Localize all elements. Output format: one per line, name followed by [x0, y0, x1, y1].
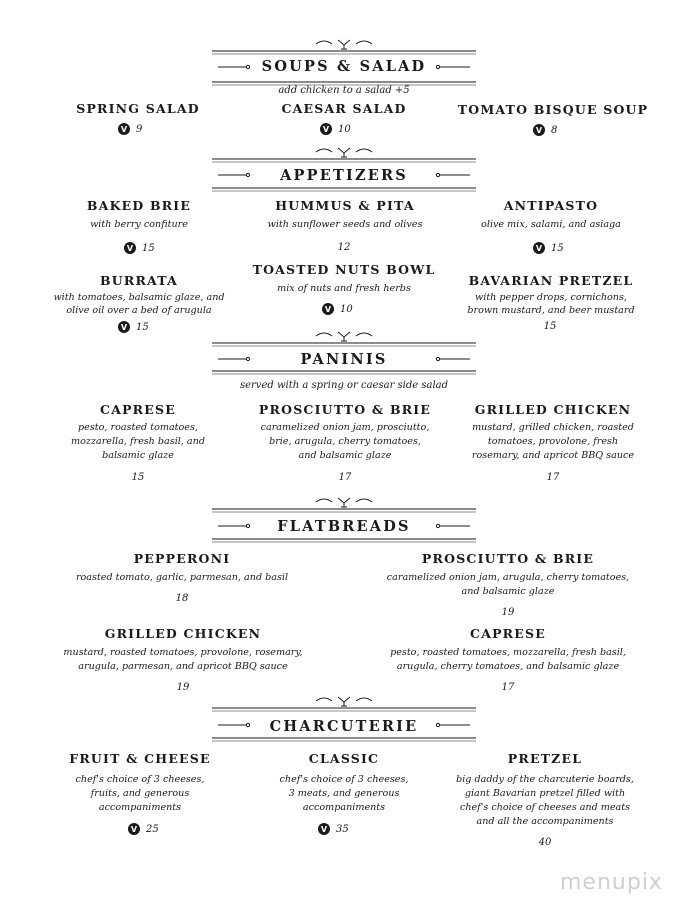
soups-note: add chicken to a salad +5 [278, 85, 410, 96]
vegetarian-icon: V [533, 124, 545, 136]
desc-panini-prosciutto-2: brie, arugula, cherry tomatoes, [269, 436, 421, 447]
desc-fruit-cheese-2: fruits, and generous [90, 788, 190, 799]
price-burrata: V 15 [118, 321, 149, 333]
price-baked-brie: V 15 [124, 242, 155, 254]
desc-bavarian-pretzel-1: with pepper drops, cornichons, [475, 292, 627, 303]
desc-classic-2: 3 meats, and generous [288, 788, 400, 799]
price-panini-chicken: 17 [546, 472, 560, 483]
desc-panini-prosciutto-1: caramelized onion jam, prosciutto, [260, 422, 430, 433]
desc-pretzel-board-3: chef's choice of cheeses and meats [459, 802, 631, 813]
menu-item-flat-prosciutto: PROSCIUTTO & BRIE [421, 551, 595, 566]
desc-burrata-1: with tomatoes, balsamic glaze, and [53, 292, 225, 303]
desc-hummus-pita: with sunflower seeds and olives [267, 219, 423, 230]
menu-item-hummus-pita: HUMMUS & PITA [275, 198, 415, 213]
menu-item-fruit-cheese: FRUIT & CHEESE [69, 751, 211, 766]
desc-classic-3: accompaniments [302, 802, 386, 813]
menu-item-flat-pepperoni: PEPPERONI [133, 551, 231, 566]
vegetarian-icon: V [533, 242, 545, 254]
menu-item-caesar-salad: CAESAR SALAD [281, 101, 407, 116]
price-caesar-salad: V 10 [320, 123, 351, 135]
desc-flat-prosciutto-2: and balsamic glaze [461, 586, 555, 597]
desc-baked-brie: with berry confiture [90, 219, 188, 230]
desc-antipasto: olive mix, salami, and asiaga [481, 219, 621, 230]
desc-classic-1: chef's choice of 3 cheeses, [279, 774, 409, 785]
vegetarian-icon: V [118, 321, 130, 333]
menu-item-burrata: BURRATA [100, 273, 178, 288]
vegetarian-icon: V [128, 823, 140, 835]
price-flat-pepperoni: 18 [175, 593, 189, 604]
price-flat-prosciutto: 19 [501, 607, 515, 618]
menu-item-bavarian-pretzel: BAVARIAN PRETZEL [468, 273, 634, 288]
menu-item-tomato-bisque: TOMATO BISQUE SOUP [457, 102, 649, 117]
menu-item-toasted-nuts: TOASTED NUTS BOWL [252, 262, 436, 277]
desc-panini-caprese-2: mozzarella, fresh basil, and [71, 436, 205, 447]
desc-panini-chicken-2: tomatoes, provolone, fresh [487, 436, 619, 447]
menu-item-panini-prosciutto: PROSCIUTTO & BRIE [258, 402, 432, 417]
menu-item-classic: CLASSIC [308, 751, 380, 766]
price-toasted-nuts: V 10 [322, 303, 353, 315]
desc-pretzel-board-4: and all the accompaniments [476, 816, 614, 827]
menu-item-antipasto: ANTIPASTO [503, 198, 599, 213]
price-hummus-pita: 12 [337, 242, 351, 253]
section-title-charcuterie: CHARCUTERIE [269, 718, 419, 735]
price-panini-prosciutto: 17 [338, 472, 352, 483]
section-title-flatbreads: FLATBREADS [277, 518, 411, 535]
desc-flat-chicken-1: mustard, roasted tomatoes, provolone, rosemary, [63, 647, 303, 658]
desc-fruit-cheese-3: accompaniments [98, 802, 182, 813]
desc-bavarian-pretzel-2: brown mustard, and beer mustard [467, 305, 635, 316]
section-title-appetizers: APPETIZERS [280, 167, 408, 184]
section-title-paninis: PANINIS [300, 351, 388, 368]
vegetarian-icon: V [320, 123, 332, 135]
desc-burrata-2: olive oil over a bed of arugula [66, 305, 212, 316]
menu-item-flat-chicken: GRILLED CHICKEN [104, 626, 262, 641]
vegetarian-icon: V [118, 123, 130, 135]
price-bavarian-pretzel: 15 [543, 321, 557, 332]
desc-panini-chicken-1: mustard, grilled chicken, roasted [472, 422, 634, 433]
menu-item-spring-salad: SPRING SALAD [76, 101, 200, 116]
menu-item-panini-chicken: GRILLED CHICKEN [474, 402, 632, 417]
desc-pretzel-board-1: big daddy of the charcuterie boards, [456, 774, 634, 785]
paninis-note: served with a spring or caesar side salad [239, 380, 449, 391]
price-flat-chicken: 19 [176, 682, 190, 693]
price-tomato-bisque: V 8 [533, 124, 557, 136]
price-pretzel-board: 40 [538, 837, 552, 848]
desc-flat-chicken-2: arugula, parmesan, and apricot BBQ sauce [78, 661, 288, 672]
vegetarian-icon: V [124, 242, 136, 254]
price-panini-caprese: 15 [131, 472, 145, 483]
price-spring-salad: V 9 [118, 123, 142, 135]
price-fruit-cheese: V 25 [128, 823, 159, 835]
menupix-watermark: menupix [560, 870, 663, 895]
desc-toasted-nuts: mix of nuts and fresh herbs [277, 283, 411, 294]
price-flat-caprese: 17 [501, 682, 515, 693]
desc-flat-caprese-1: pesto, roasted tomatoes, mozzarella, fresh basil, [390, 647, 626, 658]
desc-panini-caprese-1: pesto, roasted tomatoes, [78, 422, 198, 433]
menu-item-baked-brie: BAKED BRIE [86, 198, 192, 213]
vegetarian-icon: V [322, 303, 334, 315]
desc-flat-prosciutto-1: caramelized onion jam, arugula, cherry tomatoes, [386, 572, 630, 583]
desc-flat-pepperoni-1: roasted tomato, garlic, parmesan, and basil [75, 572, 289, 583]
desc-fruit-cheese-1: chef's choice of 3 cheeses, [75, 774, 205, 785]
desc-panini-chicken-3: rosemary, and apricot BBQ sauce [471, 450, 635, 461]
menu-item-pretzel-board: PRETZEL [507, 751, 583, 766]
desc-flat-caprese-2: arugula, cherry tomatoes, and balsamic glaze [396, 661, 620, 672]
menu-item-panini-caprese: CAPRESE [100, 402, 176, 417]
desc-pretzel-board-2: giant Bavarian pretzel filled with [464, 788, 626, 799]
menu-item-flat-caprese: CAPRESE [470, 626, 546, 641]
price-classic: V 35 [318, 823, 349, 835]
vegetarian-icon: V [318, 823, 330, 835]
desc-panini-caprese-3: balsamic glaze [102, 450, 174, 461]
price-antipasto: V 15 [533, 242, 564, 254]
section-title-soups: SOUPS & SALAD [261, 58, 427, 75]
desc-panini-prosciutto-3: and balsamic glaze [298, 450, 392, 461]
